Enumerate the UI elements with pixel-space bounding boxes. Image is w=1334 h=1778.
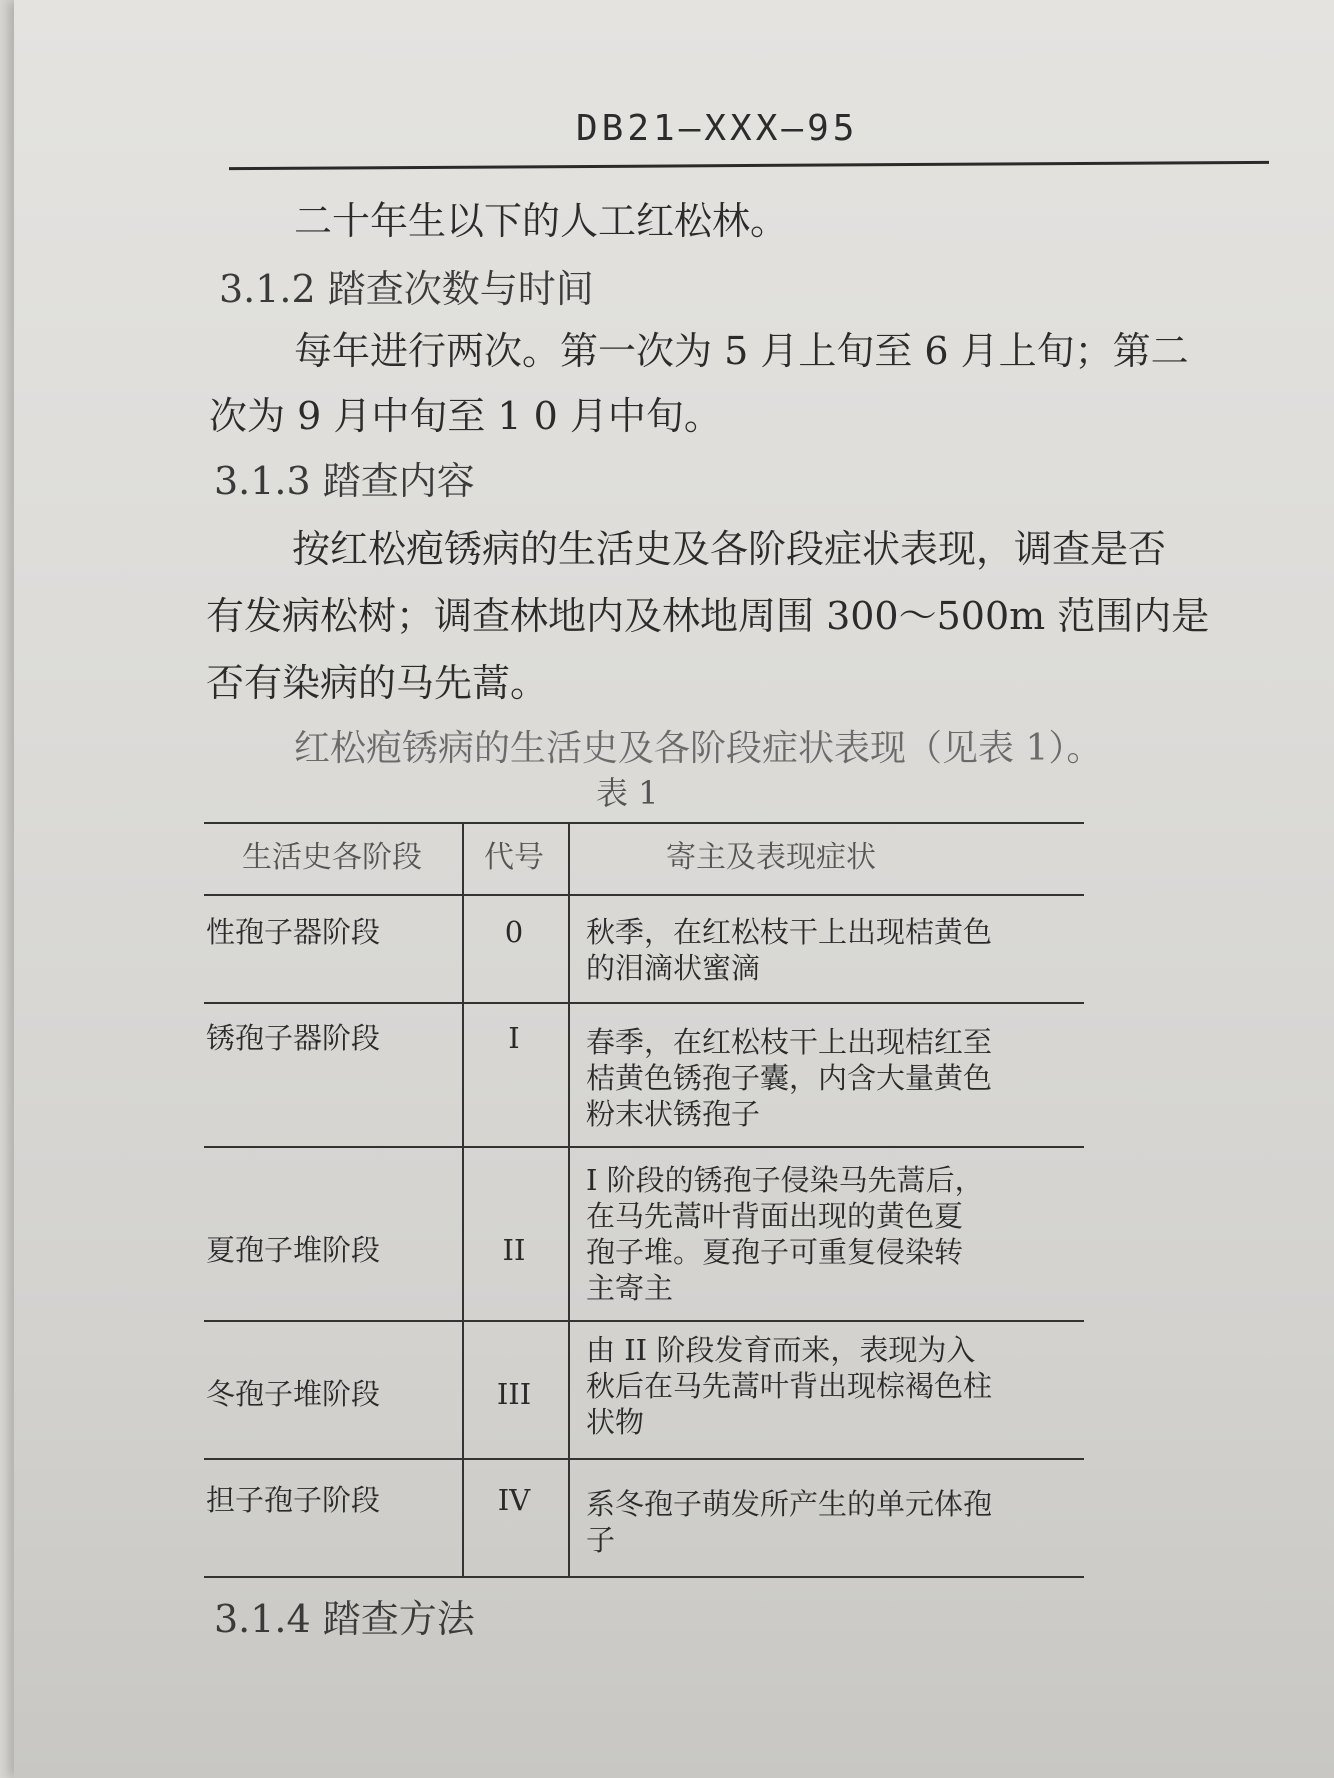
section-heading-3-1-2: 3.1.2 踏查次数与时间 <box>219 267 594 311</box>
section-heading-3-1-4: 3.1.4 踏查方法 <box>214 1597 475 1641</box>
table-row-code: II <box>502 1233 526 1267</box>
table-row-symptom: 系冬孢子萌发所产生的单元体孢 子 <box>586 1487 993 1557</box>
table-header-code: 代号 <box>484 840 544 875</box>
table-rule <box>204 822 1084 824</box>
document-page <box>14 0 1334 1778</box>
table-header-stage: 生活史各阶段 <box>242 840 422 875</box>
table-rule <box>204 1458 1084 1460</box>
table-row-symptom: I 阶段的锈孢子侵染马先蒿后， 在马先蒿叶背面出现的黄色夏 孢子堆。夏孢子可重复侵染转 主寄主 <box>586 1163 984 1305</box>
table-row-stage: 锈孢子器阶段 <box>206 1021 381 1055</box>
section-heading-3-1-3: 3.1.3 踏查内容 <box>214 459 475 503</box>
table-row-stage: 性孢子器阶段 <box>206 915 381 949</box>
table-column-rule <box>568 822 570 1578</box>
lifecycle-table <box>204 822 1084 1578</box>
table-row-code: III <box>496 1377 532 1411</box>
table-rule <box>204 894 1084 896</box>
table-rule <box>204 1146 1084 1148</box>
table-caption: 表 1 <box>596 774 659 812</box>
table-row-symptom: 由 II 阶段发育而来，表现为入 秋后在马先蒿叶背出现棕褐色柱 状物 <box>586 1333 993 1439</box>
table-header-symptom: 寄主及表现症状 <box>666 840 876 875</box>
table-row-symptom: 春季，在红松枝干上出现桔红至 桔黄色锈孢子囊，内含大量黄色 粉末状锈孢子 <box>586 1025 993 1131</box>
paragraph-text: 有发病松树；调查林地内及林地周围 300～500m 范围内是 <box>206 594 1210 638</box>
paragraph-text: 二十年生以下的人工红松林。 <box>294 199 789 243</box>
table-row-stage: 担子孢子阶段 <box>206 1483 381 1517</box>
table-row-code: 0 <box>504 915 524 949</box>
table-rule <box>204 1002 1084 1004</box>
paragraph-text: 次为 9 月中旬至 1 0 月中旬。 <box>209 394 722 438</box>
table-row-symptom: 秋季，在红松枝干上出现桔黄色 的泪滴状蜜滴 <box>586 915 993 985</box>
table-row-code: I <box>508 1021 520 1055</box>
table-intro-text: 红松疱锈病的生活史及各阶段症状表现（见表 1）。 <box>294 728 1103 769</box>
table-row-stage: 冬孢子堆阶段 <box>206 1377 381 1411</box>
paragraph-text: 每年进行两次。第一次为 5 月上旬至 6 月上旬；第二 <box>294 329 1189 373</box>
table-row-stage: 夏孢子堆阶段 <box>206 1233 381 1267</box>
document-code: DB21—XXX—95 <box>576 108 859 149</box>
table-rule <box>204 1320 1084 1322</box>
table-row-code: IV <box>497 1483 531 1517</box>
header-rule <box>229 161 1269 170</box>
table-rule <box>204 1576 1084 1578</box>
paragraph-text: 否有染病的马先蒿。 <box>206 661 549 705</box>
paragraph-text: 按红松疱锈病的生活史及各阶段症状表现，调查是否 <box>292 527 1167 571</box>
